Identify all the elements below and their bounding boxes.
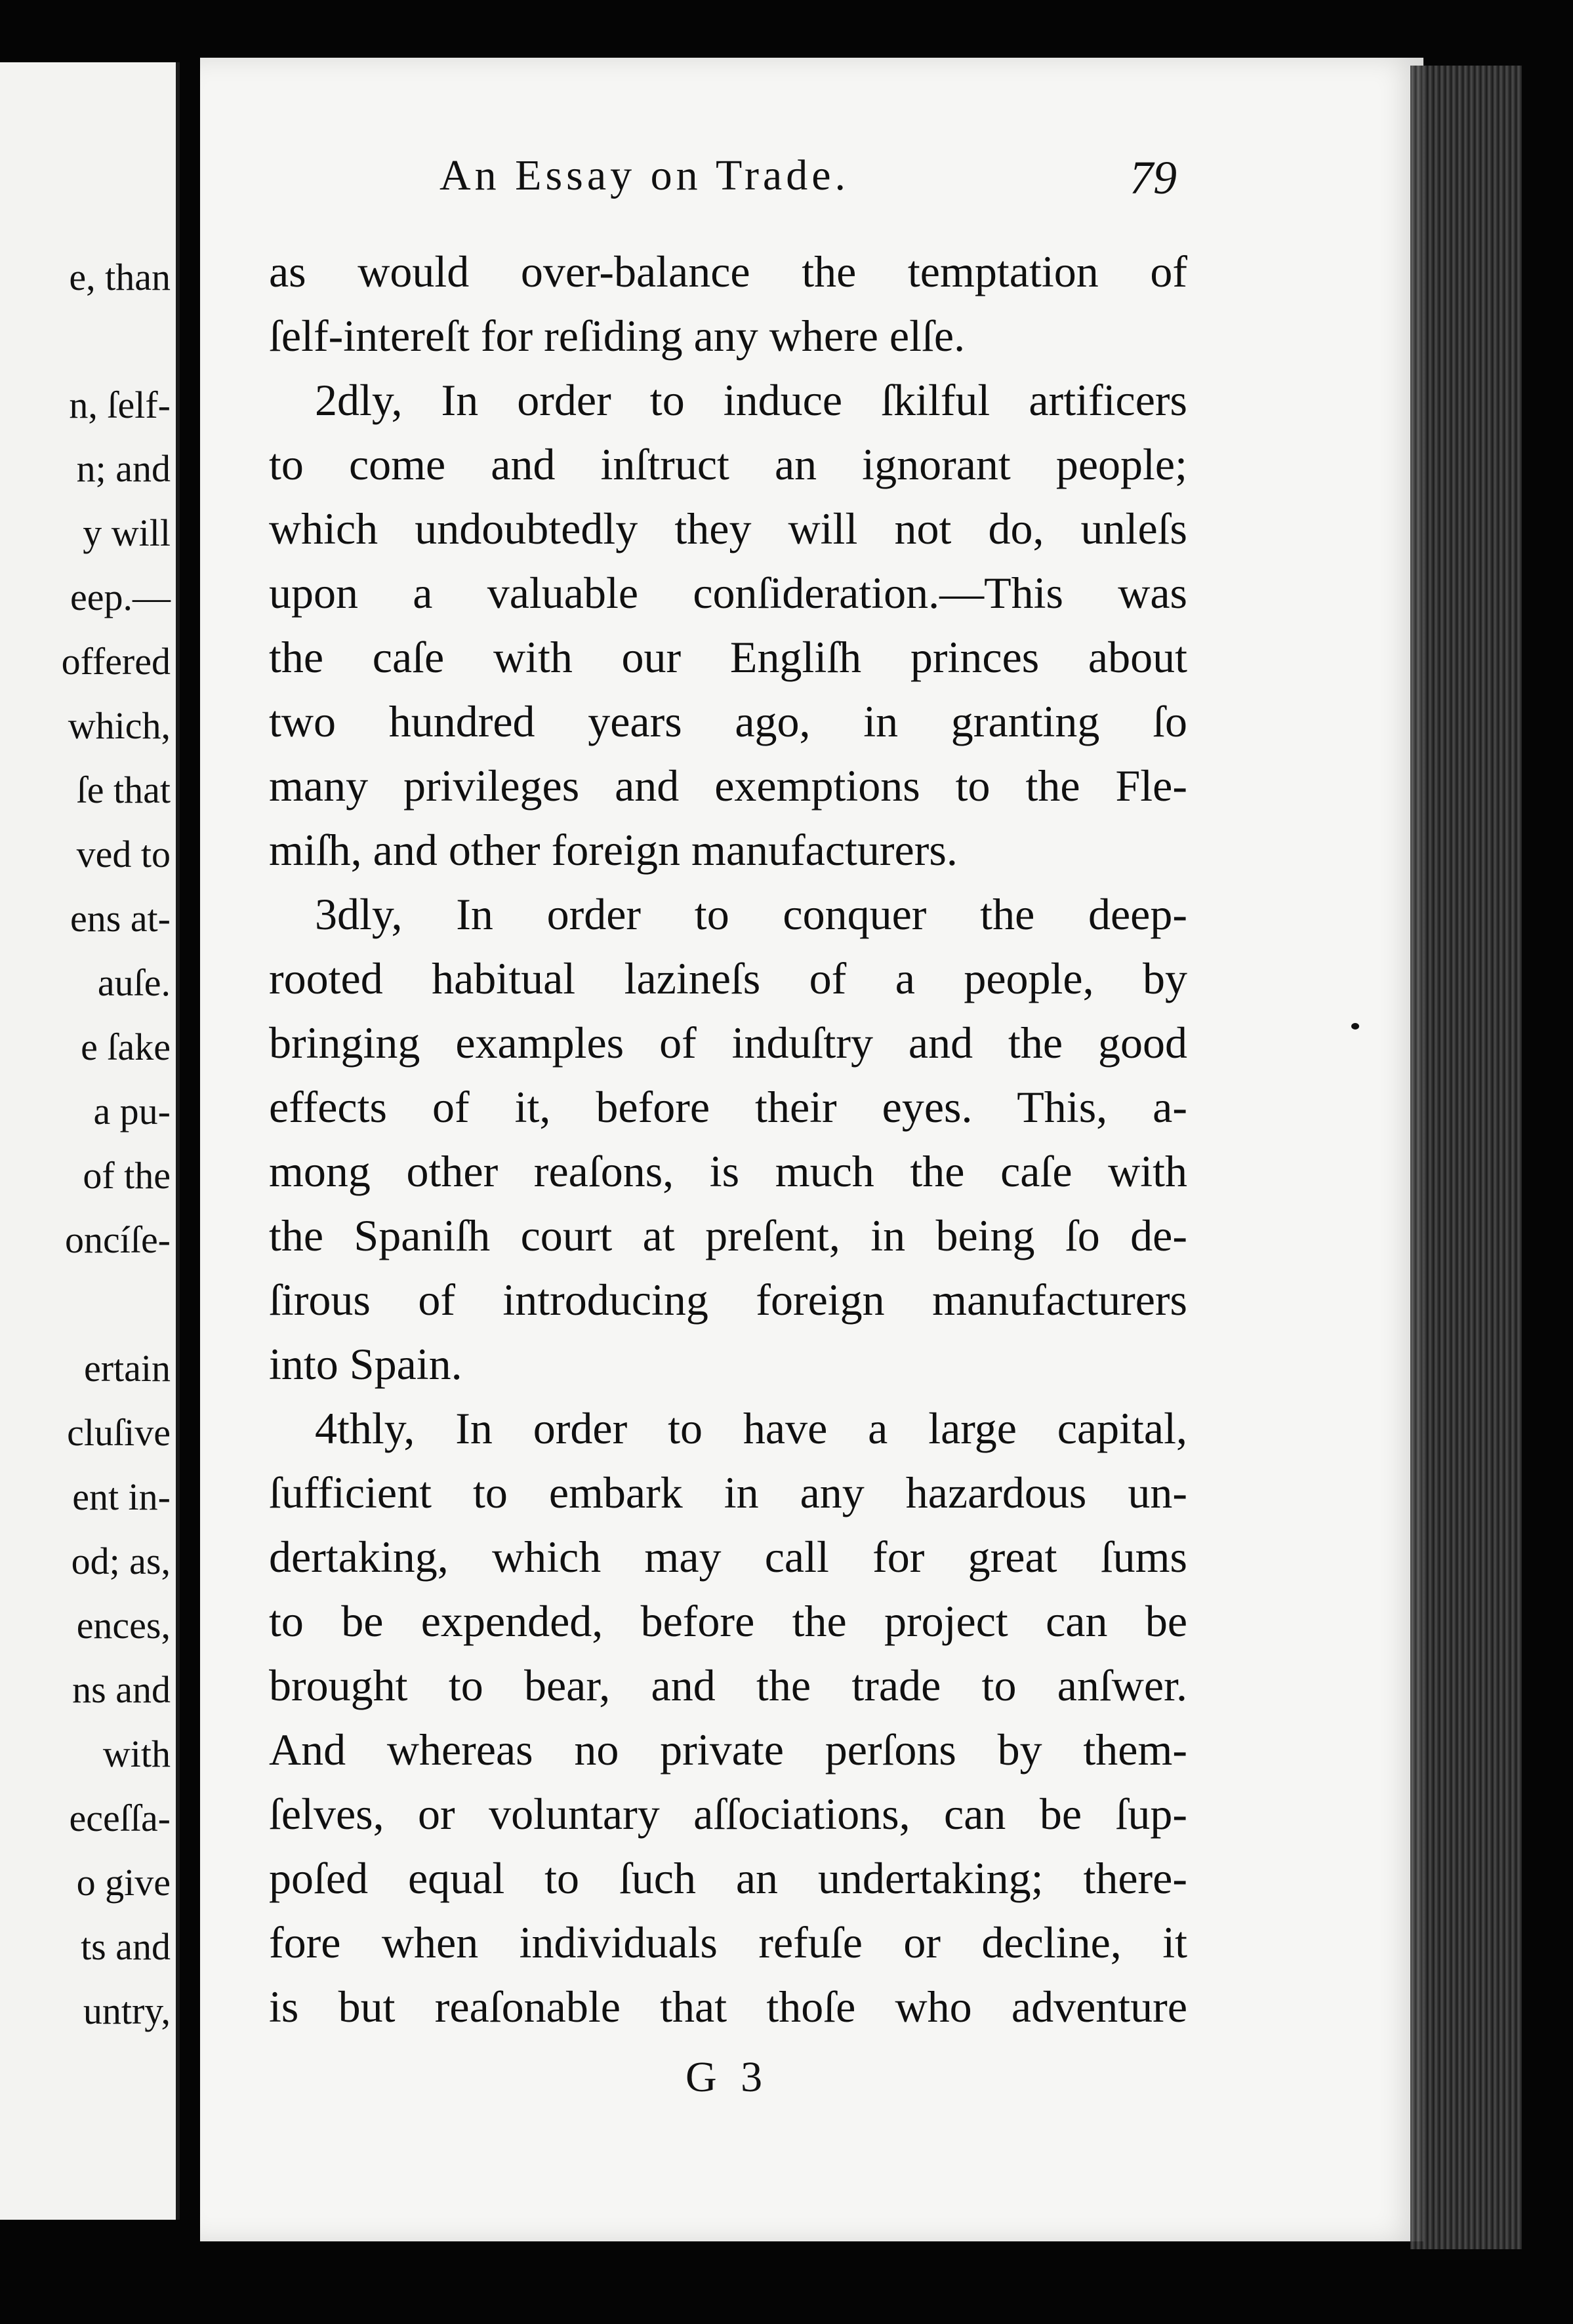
left-line: ent in-	[72, 1475, 171, 1518]
body-line: bringing examples of induſtry and the good	[269, 1018, 1187, 1068]
left-facing-page	[0, 62, 180, 2220]
left-line: ens at-	[70, 897, 171, 940]
left-line: n; and	[76, 447, 171, 490]
body-line: miſh, and other foreign manufacturers.	[269, 825, 958, 875]
body-line: into Spain.	[269, 1339, 462, 1389]
body-line: ſirous of introducing foreign manufacturers	[269, 1275, 1187, 1325]
body-line: the Spaniſh court at preſent, in being ſo de-	[269, 1211, 1187, 1260]
left-line: offered	[61, 640, 171, 683]
left-line: ertain	[83, 1347, 171, 1390]
body-line: 4thly, In order to have a large capital,	[315, 1403, 1187, 1453]
left-line: untry,	[83, 1990, 171, 2032]
body-line: 3dly, In order to conquer the deep-	[315, 889, 1187, 939]
left-line: ences,	[76, 1604, 171, 1647]
left-line: o give	[76, 1861, 171, 1904]
left-line: eep.—	[70, 576, 171, 618]
body-line: 2dly, In order to induce ſkilful artificers	[315, 375, 1187, 425]
body-line: effects of it, before their eyes. This, a-	[269, 1082, 1187, 1132]
body-line: ſelves, or voluntary aſſociations, can be ſup-	[269, 1789, 1187, 1839]
body-line: two hundred years ago, in granting ſo	[269, 696, 1187, 746]
body-line: And whereas no private perſons by them-	[269, 1725, 1187, 1774]
left-line: auſe.	[97, 961, 171, 1004]
left-line: ns and	[72, 1668, 171, 1711]
left-line: ts and	[81, 1925, 171, 1968]
page-number: 79	[1130, 151, 1177, 204]
ink-speck	[1351, 1023, 1359, 1030]
body-line: brought to bear, and the trade to anſwer.	[269, 1660, 1187, 1710]
body-line: is but reaſonable that thoſe who adventure	[269, 1982, 1187, 2032]
left-line: n, ſelf-	[69, 384, 171, 426]
body-line: mong other reaſons, is much the caſe with	[269, 1146, 1187, 1196]
body-line: rooted habitual lazineſs of a people, by	[269, 953, 1187, 1003]
body-line: upon a valuable conſideration.—This was	[269, 568, 1187, 618]
left-line: of the	[83, 1154, 171, 1197]
left-line: oncíſe-	[64, 1218, 171, 1261]
left-line: e ſake	[81, 1026, 171, 1068]
left-line: y will	[83, 511, 171, 554]
left-line: od; as,	[71, 1540, 171, 1582]
running-title: An Essay on Trade.	[439, 151, 850, 199]
body-line: to be expended, before the project can be	[269, 1596, 1187, 1646]
body-line: fore when individuals refuſe or decline, it	[269, 1917, 1187, 1967]
left-line: with	[102, 1733, 171, 1775]
left-line: e, than	[69, 256, 171, 298]
body-line: which undoubtedly they will not do, unleſs	[269, 504, 1187, 553]
body-line: dertaking, which may call for great ſums	[269, 1532, 1187, 1582]
body-line: many privileges and exemptions to the Fle-	[269, 761, 1187, 811]
body-line: ſufficient to embark in any hazardous un-	[269, 1468, 1187, 1517]
left-line: ved to	[76, 833, 171, 875]
body-line: to come and inſtruct an ignorant people;	[269, 439, 1187, 489]
left-line: which,	[68, 704, 171, 747]
page-edge-stack	[1410, 66, 1522, 2249]
body-line: ſelf-intereſt for reſiding any where elſe.	[269, 311, 966, 361]
signature-mark: G 3	[685, 2053, 769, 2101]
body-line: poſed equal to ſuch an undertaking; there-	[269, 1853, 1187, 1903]
left-line: ſe that	[76, 769, 171, 811]
left-line: cluſive	[67, 1411, 171, 1454]
body-line: as would over-balance the temptation of	[269, 247, 1187, 296]
left-line: a pu-	[93, 1090, 171, 1132]
body-line: the caſe with our Engliſh princes about	[269, 632, 1187, 682]
left-line: eceſſa-	[69, 1797, 171, 1839]
